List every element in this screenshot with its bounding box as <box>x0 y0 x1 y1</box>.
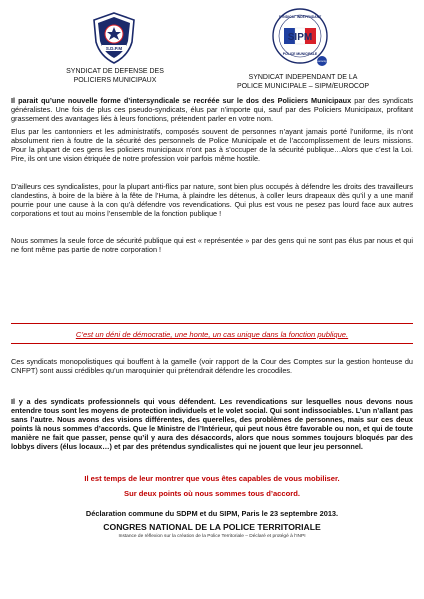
paragraph-monopolistiques: Ces syndicats monopolistiques qui bouffent à la gamelle (voir rapport de la Cour des Comptes sur la gestion honteuse du CNFPT) sont aussi crédibles qu’un maroquinier qui prétendrait défendre les crocodiles. <box>11 357 413 376</box>
right-org-line1: SYNDICAT INDEPENDANT DE LA <box>248 74 358 81</box>
call-to-action-1: Il est temps de leur montrer que vous êtes capables de vous mobiliser. <box>84 474 340 483</box>
call-to-action-2: Sur deux points où nous sommes tous d’accord. <box>124 489 300 498</box>
congres-subtitle: Instance de réflexion sur la création de la Police Territoriale – Déclaré et protégé à l’INPI <box>118 534 306 539</box>
paragraph-seule-force: Nous sommes la seule force de sécurité publique qui est « représentée » par des gens qui ne sont pas élus par nous et qui ne font même pas partie de notre corporation ! <box>11 236 413 255</box>
red-divider-top <box>11 323 413 324</box>
declaration-line: Déclaration commune du SDPM et du SIPM, Paris le 23 septembre 2013. <box>85 509 339 518</box>
paragraph-syndicalistes: D’ailleurs ces syndicalistes, pour la plupart anti-flics par nature, sont bien plus occupés à défendre les droits des travailleurs clandestins, à boire de la bière à la fête de l’Huma, à plaindre les détenus, à coller leurs drapeaux dès qu’il y a une manif pourrie pour une cause à la con qu’à défendre vos revendications. Qui plus est vous ne pesez pas lourd face aux autres corporations et tout au moins l’ensemble de la fonction publique ! <box>11 182 413 219</box>
right-org-line2: POLICE MUNICIPALE – SIPM/EUROCOP <box>236 83 370 90</box>
sipm-logo-top: SYNDICAT INDEPENDANT <box>278 15 322 19</box>
paragraph-elus: Elus par les cantonniers et les administratifs, composés souvent de personnes n’ayant jamais porté l’uniforme, ils n’ont absolument rien à foutre de la sécurité des personnels de Police Municipale et de l’accomplissement de leurs missions. Pour la plupart de ces gens les policiers municipaux n’ont pas à s’occuper de la sécurité publique…Alors que c’est la Loi. Pire, ils ont une vision étriquée de notre profession voir parfois même hostile. <box>11 127 413 164</box>
left-org-line1: SYNDICAT DE DEFENSE DES <box>66 68 164 75</box>
intro-rest: par des syndicats généralistes. Une fois de plus ces pseudo-syndicats, élus par n’importe qui, sauf par des Policiers Municipaux, profitant grassement des avantages liés à leurs fonctions, prétendent parler en votre nom. <box>11 96 413 124</box>
sipm-logo-text: SIPM <box>287 32 313 43</box>
paragraph-syndicats-professionnels: Il y a des syndicats professionnels qui vous défendent. Les revendications sur lesquelles nous devons nous entendre tous sont les moyens de protection individuels et le volet social. Qui sont indissociables. L’un n’allant pas sans l’autre. Nous avons des visions différentes, des querelles, des problèmes de personnes, mais sur ces deux points là nous sommes d’accords. Que le Ministre de l’Intérieur, qui peut nous être favorable ou non, et qui de toute manière ne fait que passer, pense qu’il y aura des désaccords, alors que nous sommes toujours bloqués par des lobbys divers (élus locaux…) et par des prétendus syndicalistes qui ne jouent que leur jeu personnel. <box>11 397 413 452</box>
left-org-line2: POLICIERS MUNICIPAUX <box>73 77 157 84</box>
headline-text: C’est un déni de démocratie, une honte, un cas unique dans la fonction publique. <box>75 330 349 339</box>
intro-bold: Il parait qu’une nouvelle forme d’intersyndicale se recréée sur le dos des Policiers Municipaux <box>11 96 352 105</box>
congres-title: CONGRES NATIONAL DE LA POLICE TERRITORIALE <box>103 522 321 532</box>
right-org-name <box>228 73 378 91</box>
intro-paragraph <box>11 96 413 123</box>
eurocop-badge-text: eurocop <box>317 60 327 64</box>
left-org-name <box>60 67 170 85</box>
sipm-logo-bottom: POLICE MUNICIPALE <box>282 52 318 56</box>
headline-deni <box>11 330 413 339</box>
sdpm-logo <box>92 12 136 64</box>
red-divider-bottom <box>11 343 413 344</box>
sipm-logo <box>268 6 332 70</box>
sdpm-logo-text: S.D.P.M <box>105 46 123 51</box>
